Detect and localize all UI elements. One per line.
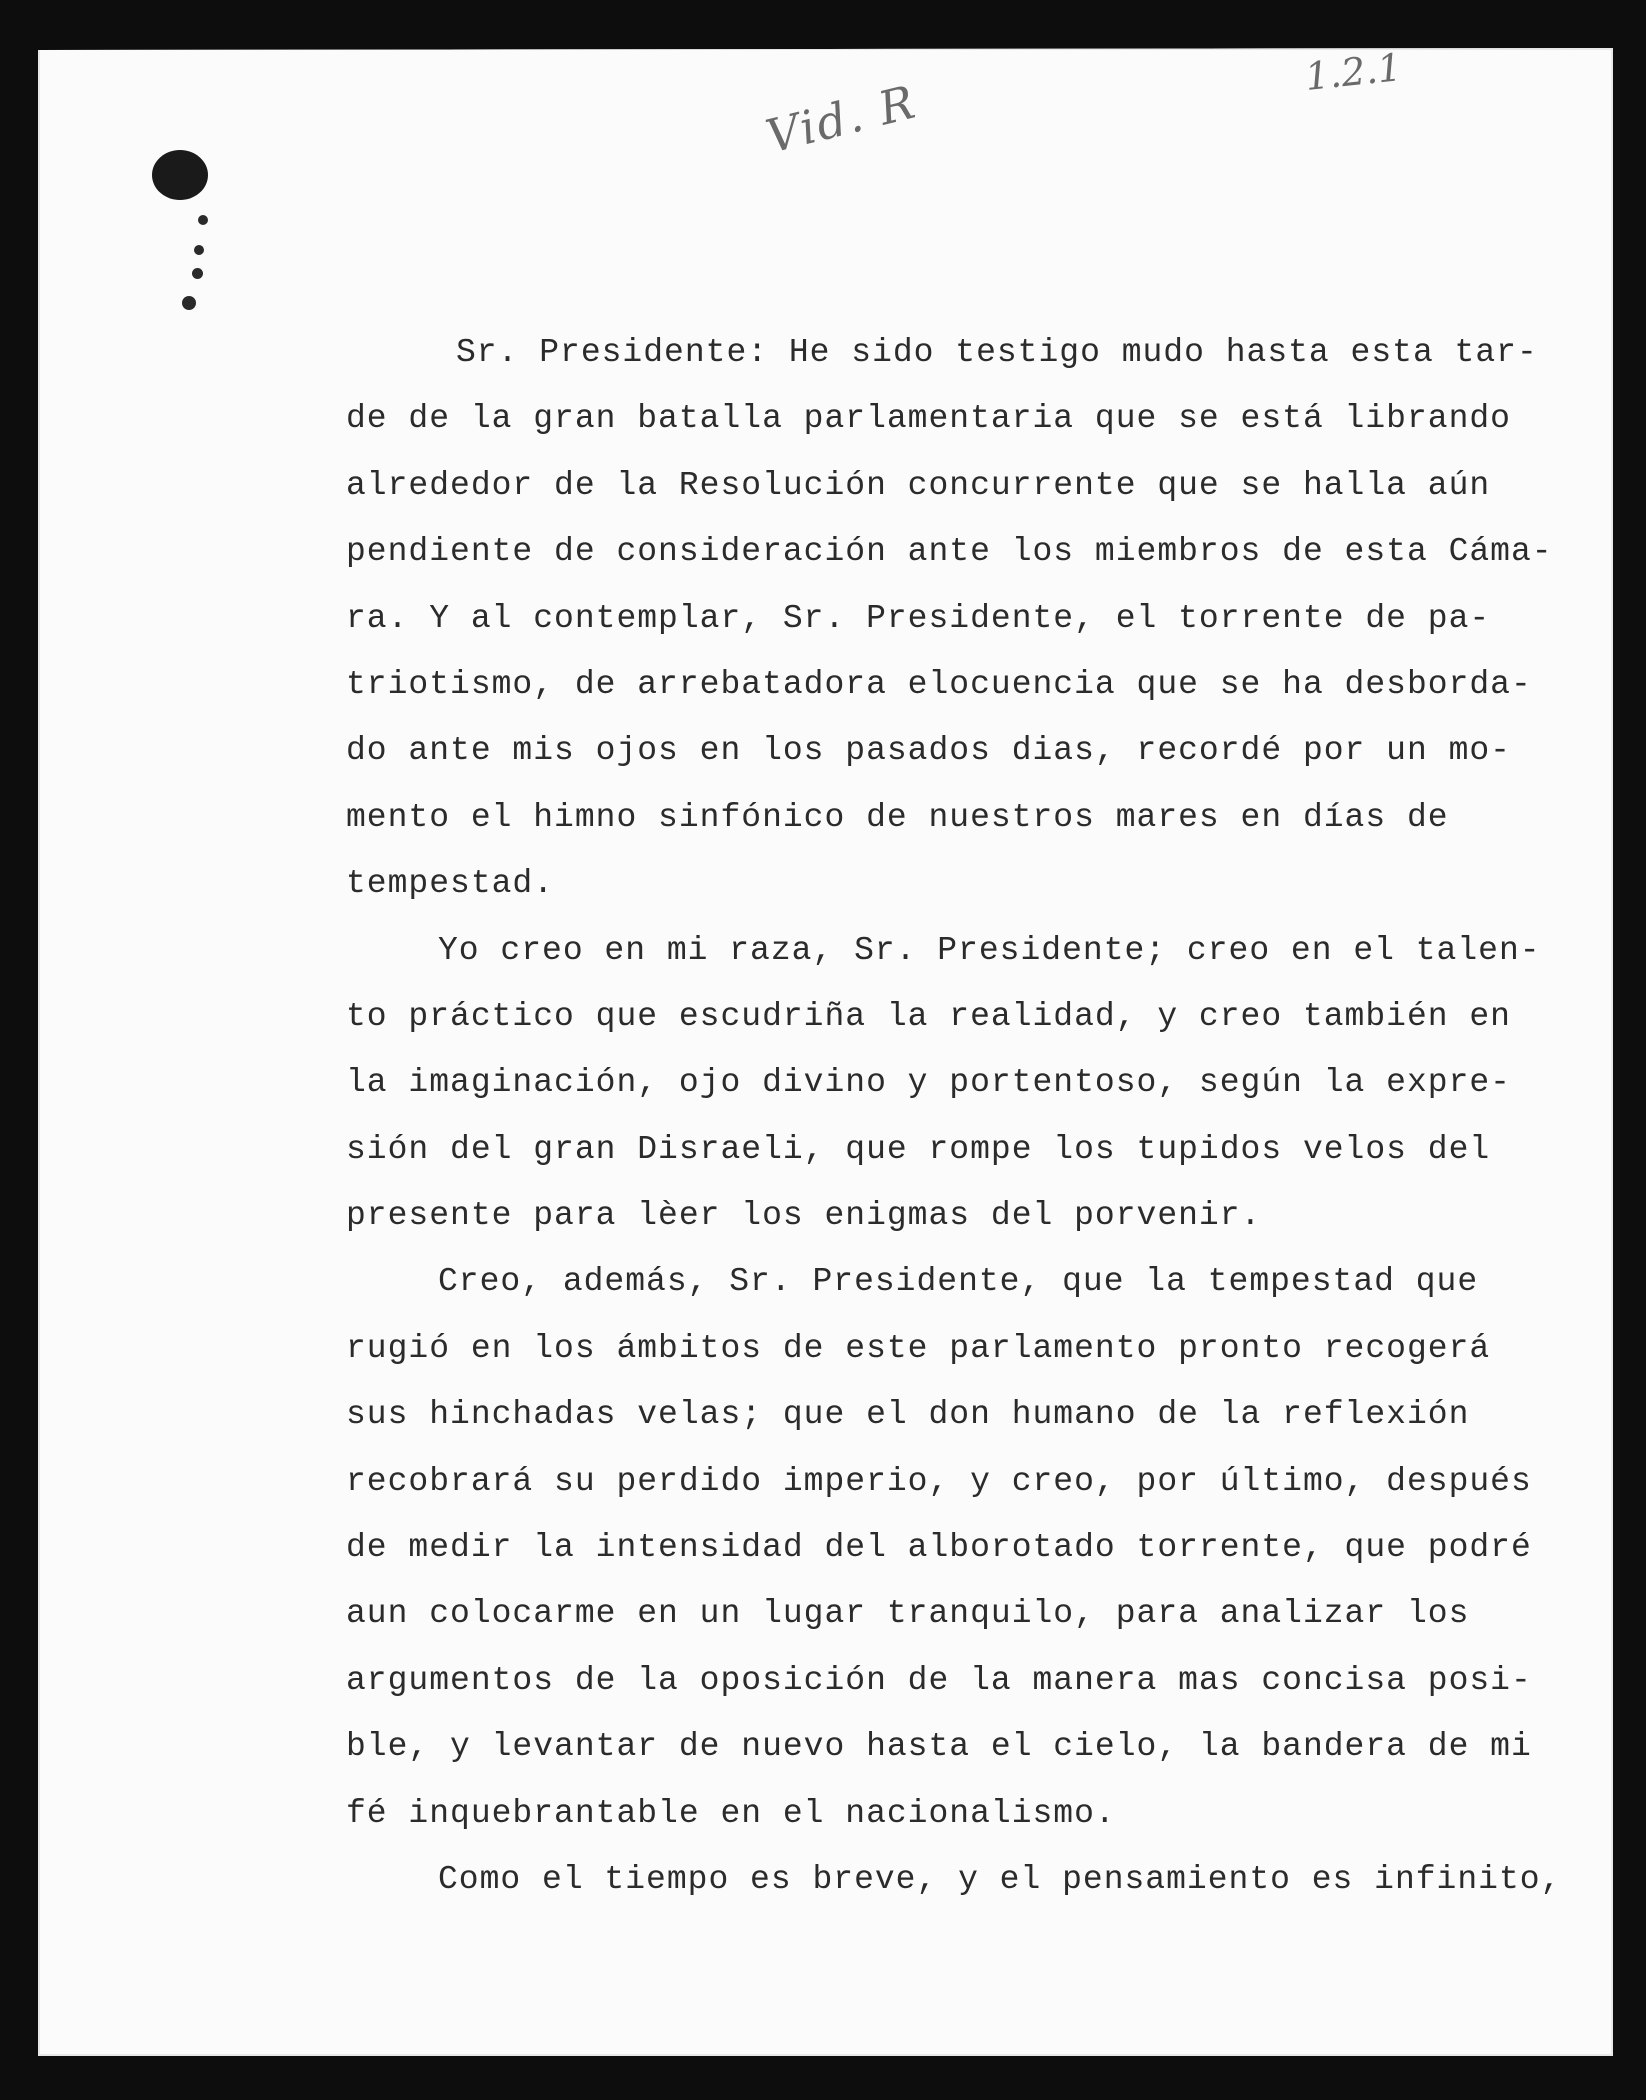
text-line: fé inquebrantable en el nacionalismo. [346,1794,1116,1832]
paragraph [346,1249,1532,1847]
paragraph [346,918,1541,1250]
ink-speck [198,215,208,225]
text-line: Creo, además, Sr. Presidente, que la tempestad que [438,1263,1479,1301]
text-line: la imaginación, ojo divino y portentoso, según la expre- [346,1064,1511,1102]
text-line: do ante mis ojos en los pasados dias, recordé por un mo- [346,732,1511,770]
text-line: Yo creo en mi raza, Sr. Presidente; creo en el talen- [438,931,1541,969]
text-line: recobrará su perdido imperio, y creo, por último, después [346,1462,1532,1500]
ink-speck [192,268,203,279]
typed-speech-text [346,320,1562,1913]
text-line: argumentos de la oposición de la manera mas concisa posi- [346,1661,1532,1699]
text-line: tempestad. [346,865,555,903]
ink-speck [182,296,196,310]
ink-blot [152,150,208,200]
paragraph [346,320,1553,918]
text-line: sus hinchadas velas; que el don humano de la reflexión [346,1396,1470,1434]
text-line: Como el tiempo es breve, y el pensamiento es infinito, [438,1860,1562,1898]
text-line: pendiente de consideración ante los miembros de esta Cáma- [346,533,1553,571]
handwritten-annotation: Vid. R [760,74,922,164]
text-line: ra. Y al contemplar, Sr. Presidente, el torrente de pa- [346,599,1491,637]
text-line: mento el himno sinfónico de nuestros mares en días de [346,798,1449,836]
text-line: de medir la intensidad del alborotado torrente, que podré [346,1529,1532,1567]
text-line: alrededor de la Resolución concurrente que se halla aún [346,466,1491,504]
text-line: ble, y levantar de nuevo hasta el cielo, la bandera de mi [346,1728,1532,1766]
text-line: to práctico que escudriña la realidad, y creo también en [346,997,1511,1035]
text-line: presente para lèer los enigmas del porvenir. [346,1197,1262,1235]
text-line: aun colocarme en un lugar tranquilo, para analizar los [346,1595,1470,1633]
ink-speck [194,245,204,255]
text-line: sión del gran Disraeli, que rompe los tupidos velos del [346,1130,1491,1168]
paragraph [346,1847,1562,1913]
text-line: de de la gran batalla parlamentaria que se está librando [346,400,1511,438]
handwritten-corner-mark: 1.2.1 [1302,45,1404,99]
text-line: Sr. Presidente: He sido testigo mudo hasta esta tar- [456,334,1538,371]
text-line: rugió en los ámbitos de este parlamento pronto recogerá [346,1329,1491,1367]
text-line: triotismo, de arrebatadora elocuencia que se ha desborda- [346,665,1532,703]
